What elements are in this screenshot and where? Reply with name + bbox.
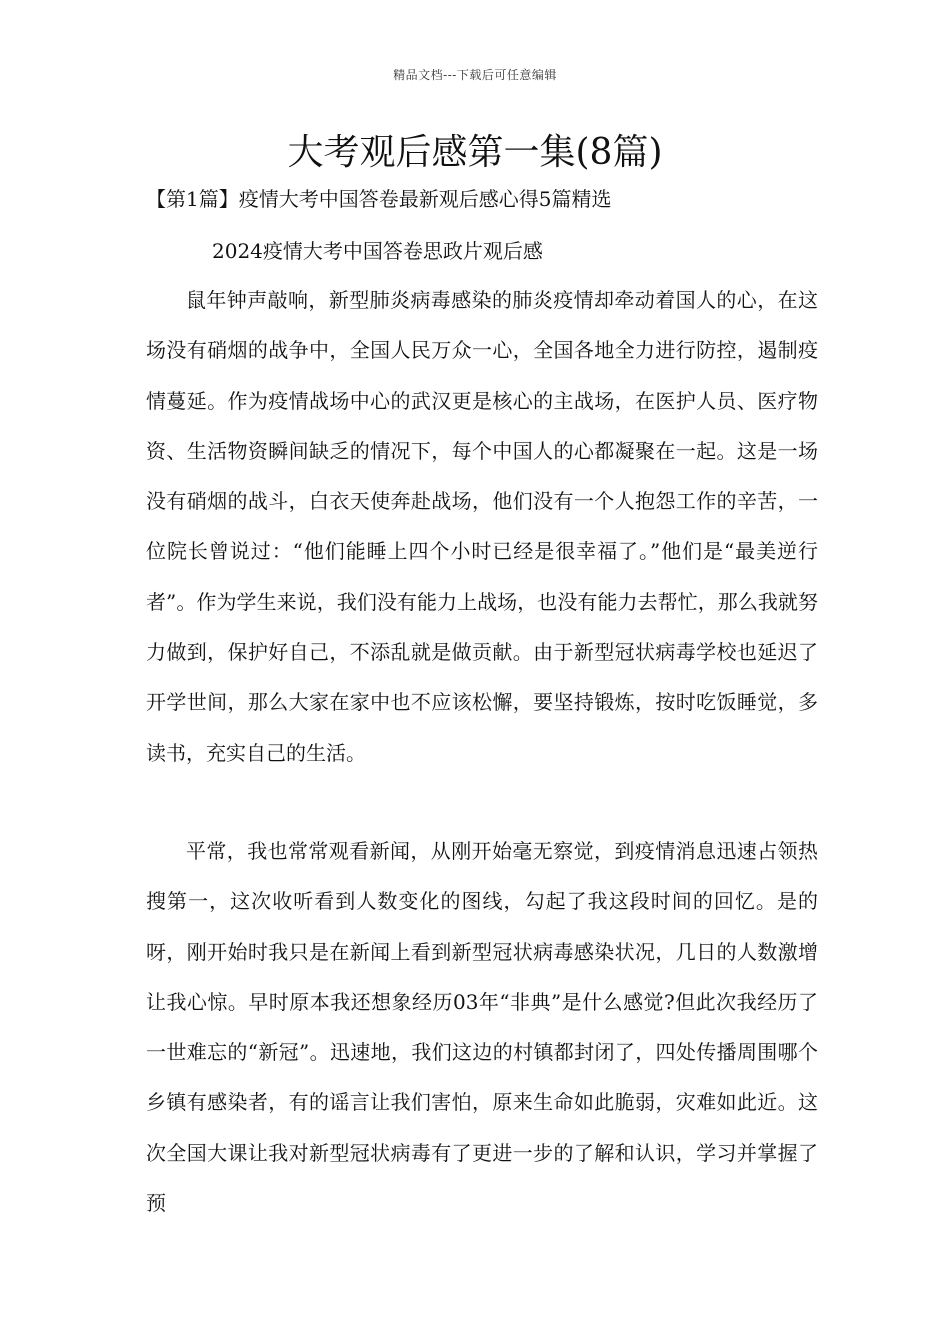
body-paragraph-2: 平常，我也常常观看新闻，从刚开始毫无察觉，到疫情消息迅速占领热搜第一，这次收听看到人数变化的图线，勾起了我这段时间的回忆。是的呀，刚开始时我只是在新闻上看到新型冠状病毒感染状况，几日的人数激增让我心惊。早时原本我还想象经历03年“非典”是什么感觉?但此次我经历了一世难忘的“新冠”。迅速地，我们这边的村镇都封闭了，四处传播周围哪个乡镇有感染者，有的谣言让我们害怕，原来生命如此脆弱，灾难如此近。这次全国大课让我对新型冠状病毒有了更进一步的了解和认识，学习并掌握了预 xyxy=(146,839,818,1216)
body-paragraph-1: 鼠年钟声敲响，新型肺炎病毒感染的肺炎疫情却牵动着国人的心，在这场没有硝烟的战争中，全国人民万众一心，全国各地全力进行防控，遏制疫情蔓延。作为疫情战场中心的武汉更是核心的主战场，在医护人员、医疗物资、生活物资瞬间缺乏的情况下，每个中国人的心都凝聚在一起。这是一场没有硝烟的战斗，白衣天使奔赴战场，他们没有一个人抱怨工作的辛苦，一位院长曾说过：“他们能睡上四个小时已经是很幸福了。”他们是“最美逆行者”。作为学生来说，我们没有能力上战场，也没有能力去帮忙，那么我就努力做到，保护好自己，不添乱就是做贡献。由于新型冠状病毒学校也延迟了开学世间，那么大家在家中也不应该松懈，要坚持锻炼，按时吃饭睡觉，多读书，充实自己的生活。 xyxy=(146,288,818,765)
page-header-note: 精品文档---下载后可任意编辑 xyxy=(393,68,557,82)
document-title: 大考观后感第一集(8篇) xyxy=(287,132,663,173)
article-subtitle: 2024疫情大考中国答卷思政片观后感 xyxy=(212,239,543,263)
section-heading: 【第1篇】疫情大考中国答卷最新观后感心得5篇精选 xyxy=(146,187,612,211)
